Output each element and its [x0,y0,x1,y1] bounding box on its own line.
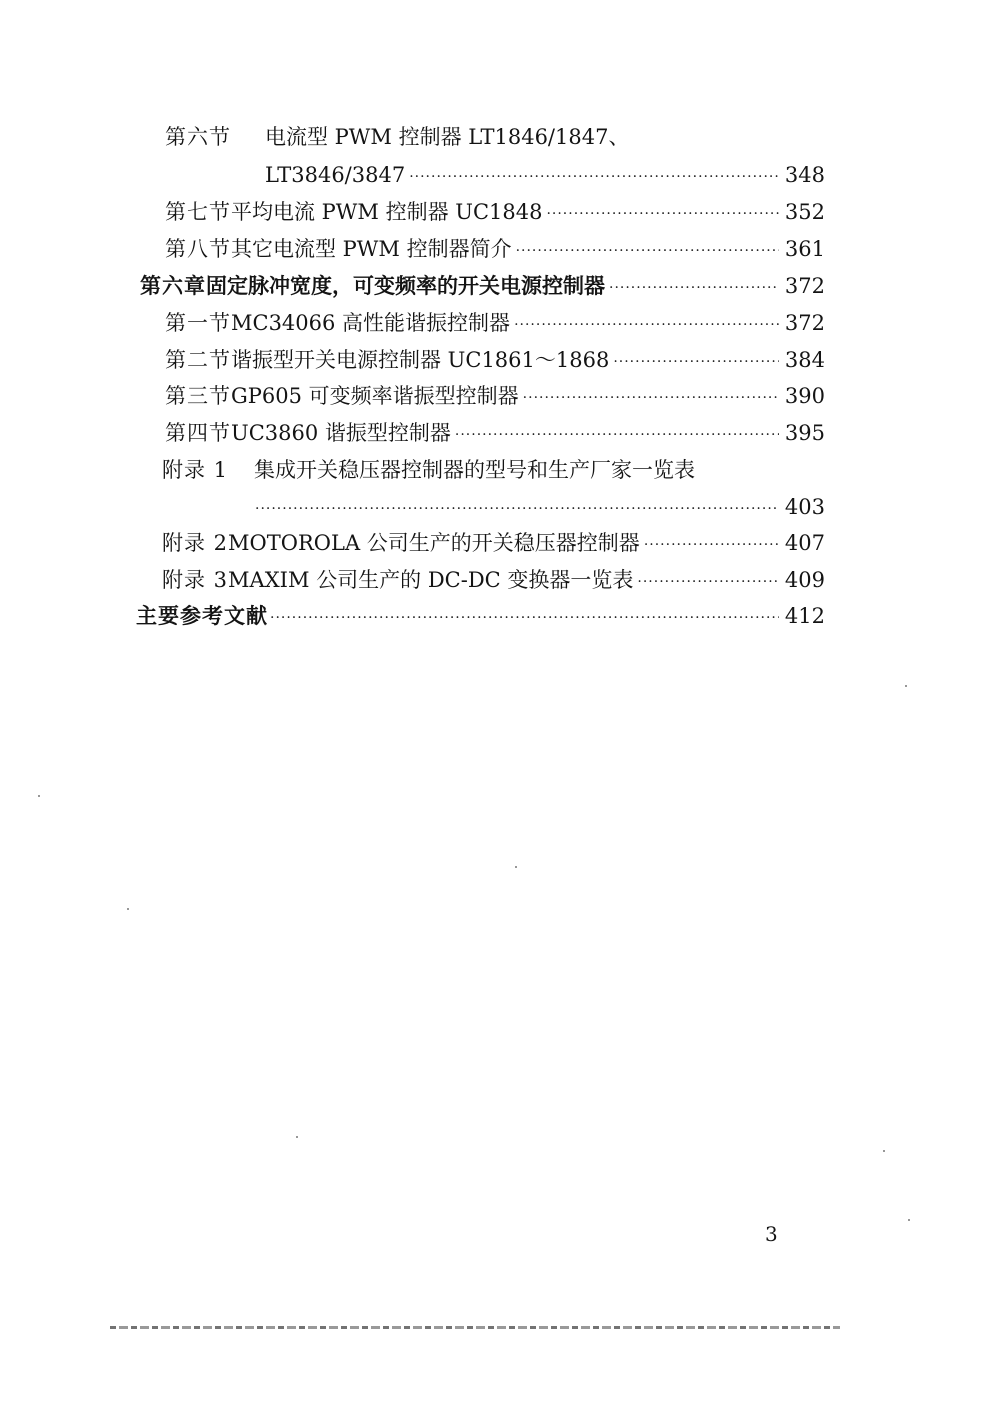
toc-page-number: 348 [784,163,825,187]
scan-speck [127,908,129,910]
toc-title: 平均电流 PWM 控制器 UC1848 [231,200,543,224]
dot-leader [613,351,779,373]
toc-section-label: 第四节 [165,421,231,445]
toc-title: MC34066 高性能谐振控制器 [231,311,511,335]
toc-page-number: 403 [784,495,825,519]
toc-page-number: 407 [784,531,825,555]
toc-section-label: 第八节 [165,237,231,261]
toc-appendix-entry [162,561,825,593]
toc-section-label: 第二节 [165,348,231,372]
dot-leader [516,240,779,262]
toc-page-number: 372 [784,311,825,335]
toc-section-label: 第一节 [165,311,231,335]
toc-chapter-label: 第六章 [140,273,206,298]
dot-leader [637,571,779,593]
toc-section-label: 第七节 [165,200,231,224]
scan-speck [296,1136,298,1138]
toc-appendix-entry [162,524,825,556]
toc-title: MAXIM 公司生产的 DC-DC 变换器一览表 [228,568,634,592]
toc-page-number: 390 [784,384,825,408]
toc-appendix-label: 附录 3 [162,568,229,592]
toc-section-label: 第六节 [165,125,231,149]
toc-entry [265,156,825,188]
dot-leader [255,498,779,520]
toc-entry [165,193,825,225]
toc-title: MOTOROLA 公司生产的开关稳压器控制器 [228,531,640,555]
toc-title: 固定脉冲宽度，可变频率的开关电源控制器 [206,273,605,298]
dot-leader [270,607,779,629]
dot-leader [455,424,779,446]
toc-title: 电流型 PWM 控制器 LT1846/1847、 [265,125,630,149]
toc-section-label: 第三节 [165,384,231,408]
toc-page-number: 395 [784,421,825,445]
scan-speck [905,685,907,687]
scan-speck [515,866,517,868]
toc-entry [165,304,825,336]
toc-title: LT3846/3847 [265,163,406,187]
toc-appendix-entry [162,451,825,483]
dot-leader [609,277,779,299]
toc-appendix-label: 附录 1 [162,458,229,482]
toc-entry [165,230,825,262]
dot-leader [523,387,779,409]
scan-speck [883,1150,885,1152]
dot-leader [514,314,779,336]
toc-title: 集成开关稳压器控制器的型号和生产厂家一览表 [254,458,695,482]
dot-leader [644,534,779,556]
toc-title: 谐振型开关电源控制器 UC1861～1868 [231,348,610,372]
toc-references-label: 主要参考文献 [136,603,268,628]
toc-page-number: 412 [784,604,825,628]
toc-references-entry [136,597,825,629]
toc-title: 其它电流型 PWM 控制器简介 [231,237,512,261]
page-number: 3 [765,1222,778,1246]
toc-appendix-label: 附录 2 [162,531,229,555]
toc-chapter-entry [140,267,825,299]
toc-title: UC3860 谐振型控制器 [231,421,451,445]
dot-leader [409,166,779,188]
scan-edge-line [110,1326,840,1329]
dot-leader [546,203,778,225]
toc-title: GP605 可变频率谐振型控制器 [231,384,519,408]
toc-page-number: 409 [784,568,825,592]
toc-entry [165,341,825,373]
toc-entry [165,377,825,409]
toc-page-number: 384 [784,348,825,372]
toc-page-number: 372 [784,274,825,298]
toc-appendix-entry [255,488,825,520]
toc-page-number: 352 [784,200,825,224]
toc-entry [165,414,825,446]
scan-speck [38,795,40,797]
scan-speck [908,1219,910,1221]
toc-page-number: 361 [784,237,825,261]
toc-entry [165,118,825,150]
